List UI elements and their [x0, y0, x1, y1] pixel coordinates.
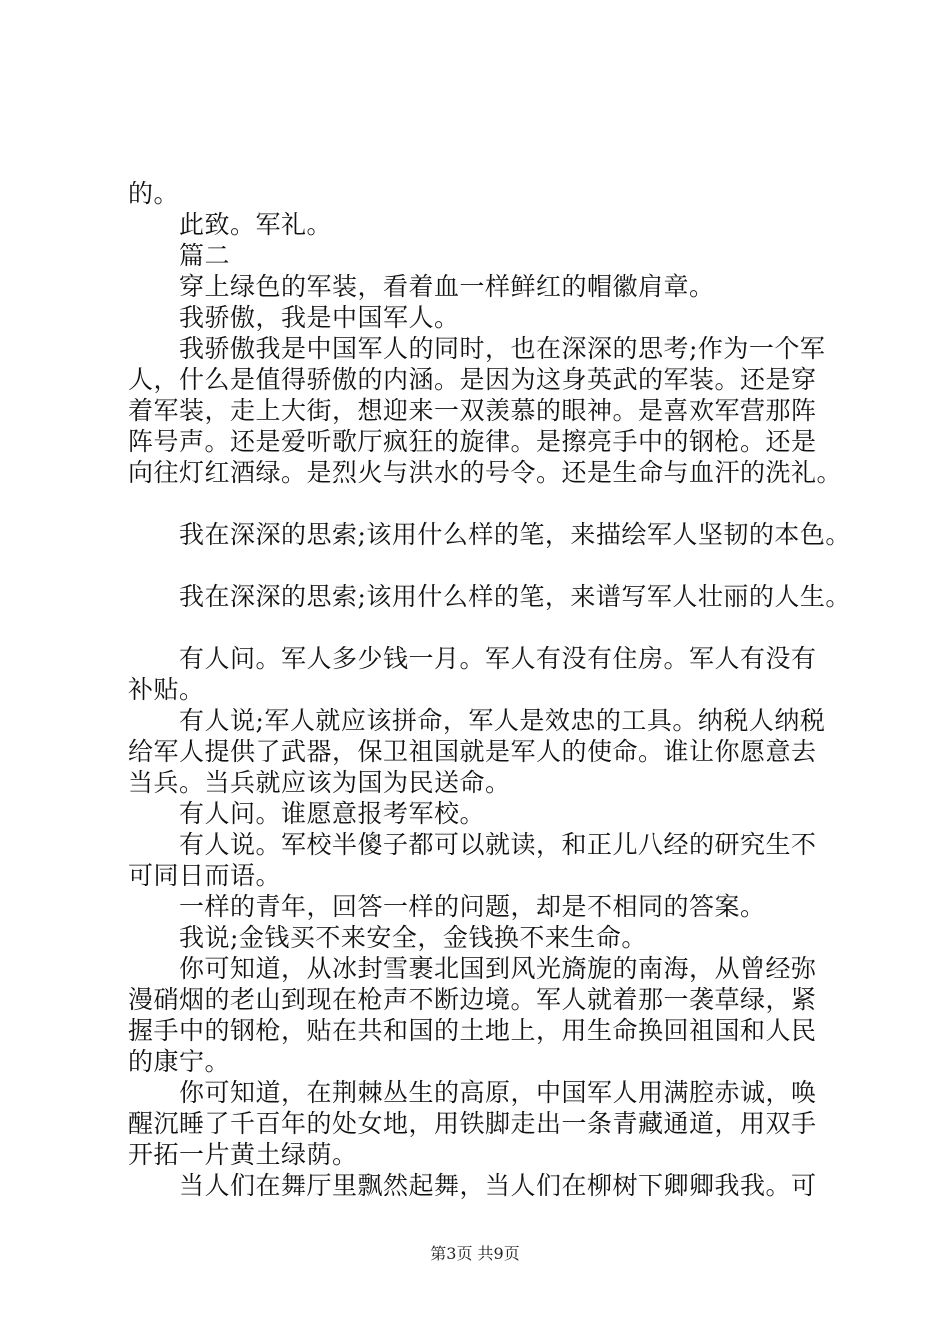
- text-line: 当人们在舞厅里飘然起舞，当人们在柳树下卿卿我我。可: [179, 1171, 817, 1200]
- text-line: 当兵。当兵就应该为国为民送命。: [128, 768, 511, 797]
- text-line: 有人问。军人多少钱一月。军人有没有住房。军人有没有: [179, 644, 817, 673]
- text-line: 我说;金钱买不来安全，金钱换不来生命。: [179, 923, 647, 952]
- text-line: 醒沉睡了千百年的处女地，用铁脚走出一条青藏通道，用双手: [128, 1109, 817, 1138]
- text-line: 握手中的钢枪，贴在共和国的土地上，用生命换回祖国和人民: [128, 1016, 817, 1045]
- paragraph-gap: [128, 550, 840, 581]
- text-line: 有人问。谁愿意报考军校。: [179, 799, 486, 828]
- text-line: 补贴。: [128, 675, 205, 704]
- text-line: 我在深深的思索;该用什么样的笔，来谱写军人壮丽的人生。: [179, 582, 851, 611]
- text-line: 我骄傲我是中国军人的同时，也在深深的思考;作为一个军: [179, 334, 826, 363]
- section-heading: 篇二: [179, 241, 231, 270]
- text-line: 你可知道，从冰封雪裹北国到风光旖旎的南海，从曾经弥: [179, 954, 817, 983]
- document-body: [128, 178, 851, 1201]
- text-line: 漫硝烟的老山到现在枪声不断边境。军人就着那一袭草绿，紧: [128, 985, 817, 1014]
- text-line: 的。: [128, 179, 180, 208]
- text-line: 的康宁。: [128, 1047, 231, 1076]
- text-line: 人，什么是值得骄傲的内涵。是因为这身英武的军装。还是穿: [128, 365, 817, 394]
- text-line: 给军人提供了武器，保卫祖国就是军人的使命。谁让你愿意去: [128, 737, 817, 766]
- page-number-footer: 第3页 共9页: [430, 1244, 520, 1263]
- text-line: 你可知道，在荆棘丛生的高原，中国军人用满腔赤诚，唤: [179, 1078, 817, 1107]
- text-line: 有人说。军校半傻子都可以就读，和正儿八经的研究生不: [179, 830, 817, 859]
- text-line: 阵号声。还是爱听歌厅疯狂的旋律。是擦亮手中的钢枪。还是: [128, 427, 817, 456]
- text-line: 一样的青年，回答一样的问题，却是不相同的答案。: [179, 892, 766, 921]
- text-line: 此致。军礼。: [179, 210, 333, 239]
- paragraph-gap: [128, 612, 840, 643]
- text-line: 向往灯红酒绿。是烈火与洪水的号令。还是生命与血汗的洗礼。: [128, 458, 843, 487]
- text-line: 着军装，走上大街，想迎来一双羡慕的眼神。是喜欢军营那阵: [128, 396, 817, 425]
- text-line: 有人说;军人就应该拼命，军人是效忠的工具。纳税人纳税: [179, 706, 826, 735]
- text-line: 开拓一片黄土绿荫。: [128, 1140, 358, 1169]
- text-line: 我在深深的思索;该用什么样的笔，来描绘军人坚韧的本色。: [179, 520, 851, 549]
- paragraph-gap: [128, 488, 840, 519]
- text-line: 我骄傲，我是中国军人。: [179, 303, 460, 332]
- text-line: 可同日而语。: [128, 861, 282, 890]
- text-line: 穿上绿色的军装，看着血一样鲜红的帽徽肩章。: [179, 272, 715, 301]
